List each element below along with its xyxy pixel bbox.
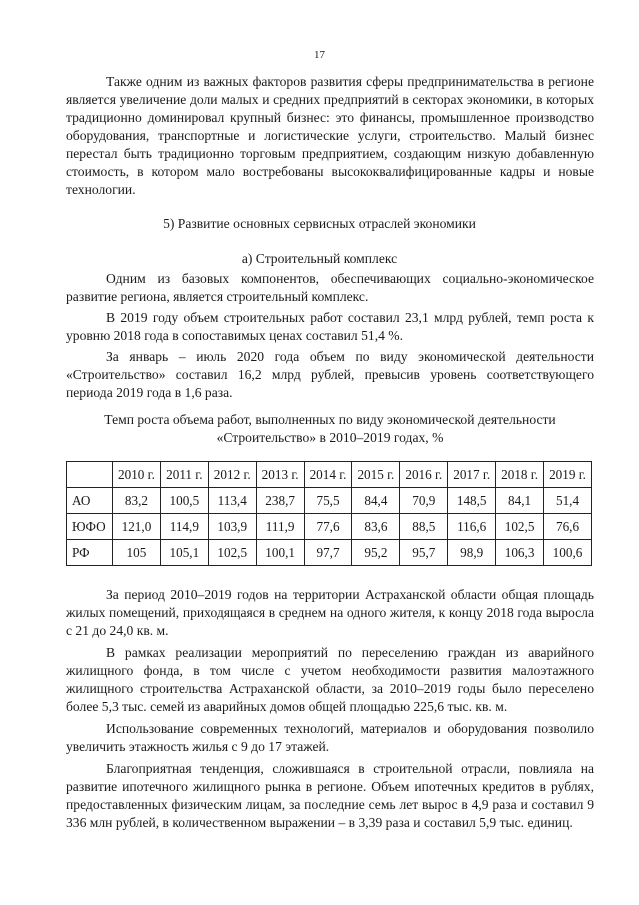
table-cell: 102,5: [496, 514, 544, 540]
table-cell: 238,7: [256, 488, 304, 514]
paragraph: За январь – июль 2020 года объем по виду экономической деятельности «Строительство» составил 16,2 млрд рублей, превысив уровень соответствующего периода 2019 года в 1,6 раза.: [66, 349, 594, 400]
table-caption: [66, 411, 594, 447]
table-header-cell: 2018 г.: [496, 462, 544, 488]
table-row: [67, 514, 592, 540]
table-cell: 105,1: [160, 540, 208, 566]
table-cell: 84,1: [496, 488, 544, 514]
table-header-cell: 2010 г.: [113, 462, 161, 488]
table-cell: 88,5: [400, 514, 448, 540]
table-caption-line: Темп роста объема работ, выполненных по виду экономической деятельности: [104, 412, 556, 427]
table-cell: 113,4: [208, 488, 256, 514]
construction-intro-block: [66, 270, 594, 402]
table-cell: 98,9: [448, 540, 496, 566]
table-cell: 102,5: [208, 540, 256, 566]
table-cell: 100,6: [544, 540, 592, 566]
table-cell: 95,2: [352, 540, 400, 566]
intro-block: [66, 73, 594, 199]
table-cell: 75,5: [304, 488, 352, 514]
table-cell: 106,3: [496, 540, 544, 566]
table-cell: 100,1: [256, 540, 304, 566]
table-cell: 95,7: [400, 540, 448, 566]
table-header-cell: 2017 г.: [448, 462, 496, 488]
table-cell: 77,6: [304, 514, 352, 540]
paragraph: В 2019 году объем строительных работ составил 23,1 млрд рублей, темп роста к уровню 2018 года в сопоставимых ценах составил 51,4 %.: [66, 310, 594, 343]
table-row-label: ЮФО: [67, 514, 113, 540]
table-cell: 70,9: [400, 488, 448, 514]
table-cell: 100,5: [160, 488, 208, 514]
table-row: [67, 540, 592, 566]
table-header-cell: 2011 г.: [160, 462, 208, 488]
table-cell: 105: [113, 540, 161, 566]
table-cell: 103,9: [208, 514, 256, 540]
table-row: [67, 488, 592, 514]
table-row-label: АО: [67, 488, 113, 514]
table-header-row: [67, 462, 592, 488]
table-header-cell: 2012 г.: [208, 462, 256, 488]
paragraph: За период 2010–2019 годов на территории Астраханской области общая площадь жилых помещений, приходящаяся в среднем на одного жителя, к концу 2018 года выросла с 21 до 24,0 кв. м.: [66, 587, 594, 638]
page-number: 17: [314, 49, 325, 61]
table-cell: 83,6: [352, 514, 400, 540]
table-row-label: РФ: [67, 540, 113, 566]
table-cell: 121,0: [113, 514, 161, 540]
table-cell: 116,6: [448, 514, 496, 540]
paragraph: Благоприятная тенденция, сложившаяся в строительной отрасли, повлияла на развитие ипотечного жилищного рынка в регионе. Объем ипотечных кредитов в рублях, предоставленных физическим лицам, за последние семь лет вырос в 4,9 раза и составил 9 336 млн рублей, в количественном выражении – в 3,39 раза и составил 5,9 тыс. единиц.: [66, 761, 594, 830]
table-header-cell: 2019 г.: [544, 462, 592, 488]
table-cell: 148,5: [448, 488, 496, 514]
table-header-cell: 2015 г.: [352, 462, 400, 488]
table-cell: 114,9: [160, 514, 208, 540]
housing-block: [66, 586, 594, 832]
table-header-cell: [67, 462, 113, 488]
table-cell: 76,6: [544, 514, 592, 540]
table-header-cell: 2014 г.: [304, 462, 352, 488]
paragraph: Также одним из важных факторов развития сферы предпринимательства в регионе является увеличение доли малых и средних предприятий в секторах экономики, в которых традиционно доминировал крупный бизнес: это финансы, промышленное производство оборудования, транспортные и логистические услуги, строительство. Малый бизнес перестал быть традиционно торговым предприятием, создающим низкую добавленную стоимость, в котором мало востребованы высококвалифицированные кадры и новые технологии.: [66, 74, 594, 197]
section-heading: 5) Развитие основных сервисных отраслей экономики: [163, 216, 476, 231]
table-cell: 97,7: [304, 540, 352, 566]
table-header-cell: 2016 г.: [400, 462, 448, 488]
paragraph: Использование современных технологий, материалов и оборудования позволило увеличить этажность жилья с 9 до 17 этажей.: [66, 721, 594, 754]
table-cell: 83,2: [113, 488, 161, 514]
table-header-cell: 2013 г.: [256, 462, 304, 488]
table-cell: 51,4: [544, 488, 592, 514]
table-cell: 84,4: [352, 488, 400, 514]
table-cell: 111,9: [256, 514, 304, 540]
paragraph: В рамках реализации мероприятий по переселению граждан из аварийного жилищного фонда, в том числе с учетом необходимости развития малоэтажного жилищного строительства Астраханской области, за 2010–2019 годы было переселено более 5,3 тыс. семей из аварийных домов общей площадью 225,6 тыс. кв. м.: [66, 645, 594, 714]
subsection-heading: а) Строительный комплекс: [241, 251, 398, 266]
table-caption-line: «Строительство» в 2010–2019 годах, %: [216, 430, 444, 445]
paragraph: Одним из базовых компонентов, обеспечивающих социально-экономическое развитие региона, является строительный комплекс.: [66, 271, 594, 304]
growth-rate-table: [66, 461, 592, 566]
